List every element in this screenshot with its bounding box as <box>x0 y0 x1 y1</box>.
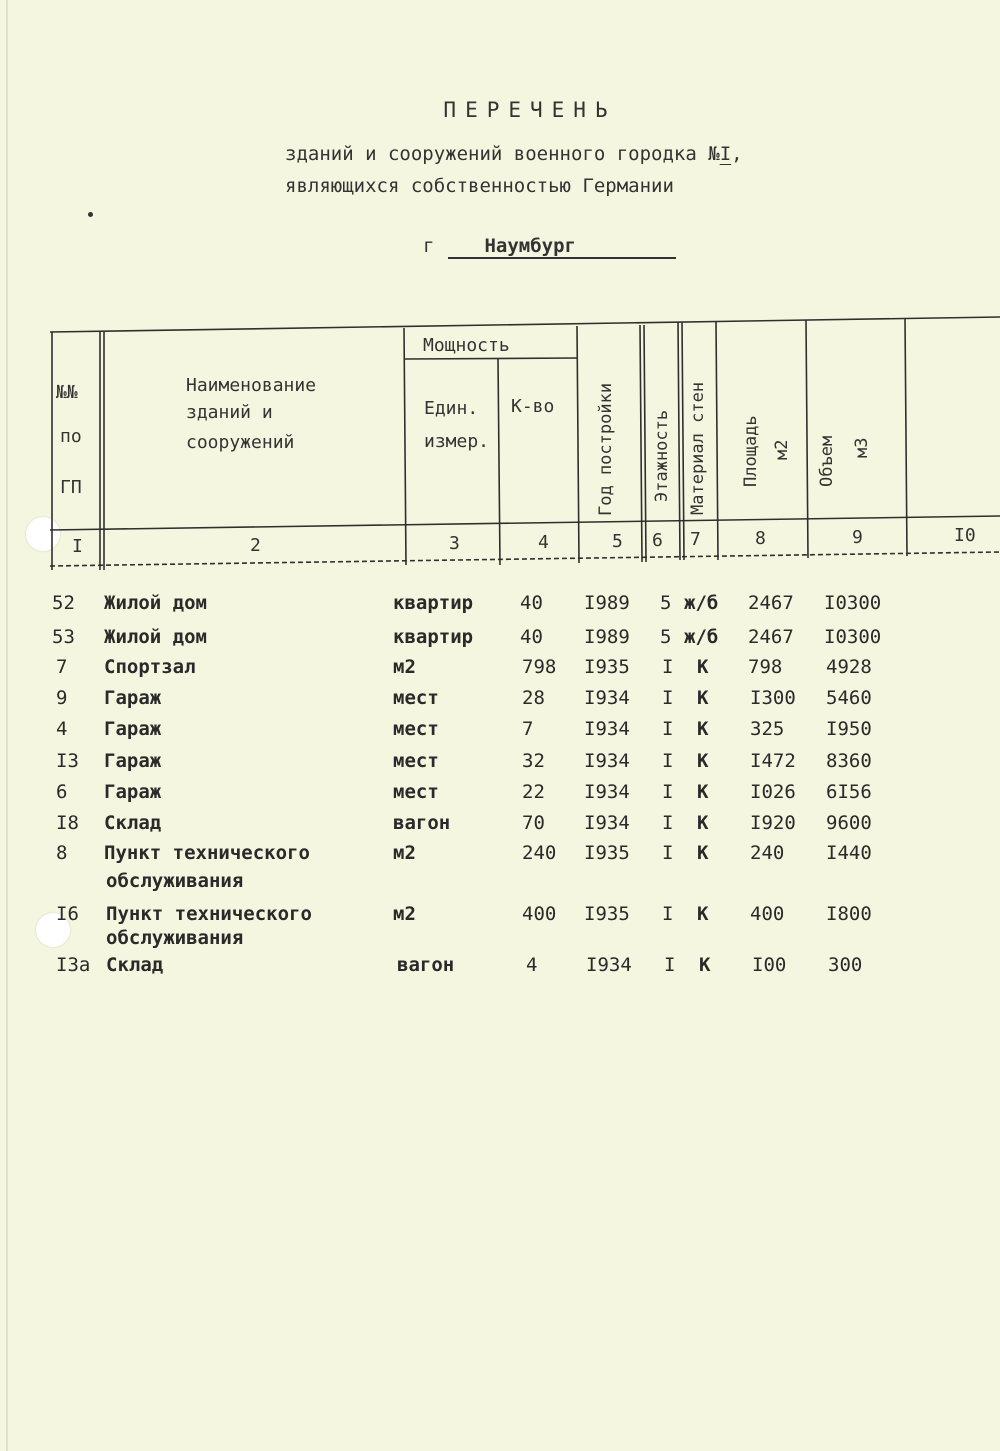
table-row <box>0 781 1000 811</box>
table-row <box>0 687 1000 717</box>
row-material: К <box>697 656 709 678</box>
row-number: I8 <box>56 812 79 834</box>
col8-header-line2: м2 <box>772 439 792 460</box>
row-unit: квартир <box>393 592 474 614</box>
row-qty: 28 <box>522 687 545 709</box>
row-number: I6 <box>56 903 79 925</box>
col-number-5: 5 <box>612 531 623 552</box>
col2-header-line1: Наименование <box>186 375 317 396</box>
row-year: I989 <box>584 592 630 614</box>
row-year: I989 <box>584 626 630 648</box>
row-material: ж/б <box>684 626 719 648</box>
row-number: 7 <box>56 656 68 678</box>
row-unit: мест <box>393 750 439 772</box>
col-number-10: I0 <box>954 525 976 546</box>
capacity-header: Мощность <box>423 335 510 356</box>
row-material: ж/б <box>684 592 719 614</box>
row-volume: I950 <box>826 718 872 740</box>
row-unit: мест <box>393 718 439 740</box>
row-year: I934 <box>586 954 632 976</box>
row-material: К <box>697 842 709 864</box>
row-area: I472 <box>750 750 796 772</box>
row-area: 798 <box>748 656 783 678</box>
city-line <box>423 235 676 259</box>
row-volume: 5460 <box>826 687 872 709</box>
row-floors: I <box>662 750 674 772</box>
col-number-8: 8 <box>755 528 766 549</box>
row-year: I934 <box>584 781 630 803</box>
row-material: К <box>697 750 709 772</box>
row-volume: 300 <box>828 954 863 976</box>
row-year: I935 <box>584 903 630 925</box>
row-material: К <box>699 954 711 976</box>
row-year: I935 <box>584 656 630 678</box>
city-name: Наумбург <box>448 235 676 259</box>
row-volume: 9600 <box>826 812 872 834</box>
table-row <box>0 656 1000 686</box>
col3-header-line1: Един. <box>424 398 479 419</box>
table-row <box>0 842 1000 872</box>
table-row <box>0 718 1000 748</box>
row-number: 4 <box>56 718 68 740</box>
row-number: 9 <box>56 687 68 709</box>
col-number-6: 6 <box>652 530 663 551</box>
table-row <box>0 812 1000 842</box>
row-area: I920 <box>750 812 796 834</box>
row-name: Гараж <box>104 718 162 740</box>
row-unit: вагон <box>393 812 451 834</box>
table-row <box>0 750 1000 780</box>
col-number-1: I <box>72 536 83 557</box>
row-floors: I <box>662 842 674 864</box>
row-qty: 40 <box>520 626 543 648</box>
row-number: 6 <box>56 781 68 803</box>
col-number-7: 7 <box>690 529 701 550</box>
row-area: I300 <box>750 687 796 709</box>
row-material: К <box>697 718 709 740</box>
row-volume: 6I56 <box>826 781 872 803</box>
row-floors: 5 <box>660 626 672 648</box>
col2-header-line2: зданий и <box>186 402 273 423</box>
row-unit: м2 <box>393 656 416 678</box>
col5-header: Год постройки <box>596 382 616 516</box>
col8-header-line1: Площадь <box>741 415 761 487</box>
row-number: I3 <box>56 750 79 772</box>
row-qty: 32 <box>522 750 545 772</box>
row-area: I00 <box>752 954 787 976</box>
col-number-3: 3 <box>449 533 460 554</box>
row-material: К <box>697 812 709 834</box>
row-year: I934 <box>584 812 630 834</box>
row-floors: I <box>662 903 674 925</box>
row-floors: I <box>662 718 674 740</box>
row-qty: 40 <box>520 592 543 614</box>
row-qty: 798 <box>522 656 557 678</box>
row-name: Жилой дом <box>104 592 207 614</box>
row-material: К <box>697 687 709 709</box>
row-qty: 240 <box>522 842 557 864</box>
row-volume: I800 <box>826 903 872 925</box>
town-number: I <box>719 143 732 165</box>
row-name: Жилой дом <box>104 626 207 648</box>
ink-dot <box>88 212 93 217</box>
row-number: I3а <box>56 954 91 976</box>
row-qty: 70 <box>522 812 545 834</box>
subtitle-line-2: являющихся собственностью Германии <box>285 175 674 197</box>
row-volume: I0300 <box>824 592 882 614</box>
row-name-continuation: обслуживания <box>106 927 244 949</box>
row-name: Гараж <box>104 687 162 709</box>
row-unit: м2 <box>393 903 416 925</box>
subtitle-line-1-text: зданий и сооружений военного городка № <box>285 143 720 165</box>
subtitle-line-1-suffix: , <box>731 143 743 165</box>
row-qty: 22 <box>522 781 545 803</box>
row-unit: квартир <box>393 626 474 648</box>
row-unit: мест <box>393 781 439 803</box>
row-name: Пункт технического <box>106 903 312 925</box>
row-year: I934 <box>584 750 630 772</box>
col3-header-line2: измер. <box>424 431 490 452</box>
row-material: К <box>697 903 709 925</box>
row-floors: I <box>662 781 674 803</box>
col1-header-line2: по <box>60 426 82 447</box>
row-number: 8 <box>56 842 68 864</box>
row-qty: 400 <box>522 903 557 925</box>
row-unit: м2 <box>393 842 416 864</box>
row-area: 2467 <box>748 592 794 614</box>
row-volume: 4928 <box>826 656 872 678</box>
row-unit: вагон <box>397 954 455 976</box>
row-year: I935 <box>584 842 630 864</box>
row-area: 2467 <box>748 626 794 648</box>
row-name: Спортзал <box>104 656 196 678</box>
row-unit: мест <box>393 687 439 709</box>
row-number: 53 <box>52 626 75 648</box>
col-number-2: 2 <box>250 535 261 556</box>
row-name: Склад <box>104 812 162 834</box>
row-volume: 8360 <box>826 750 872 772</box>
table-row <box>0 954 1000 984</box>
row-floors: 5 <box>660 592 672 614</box>
row-qty: 7 <box>522 718 534 740</box>
col1-header-line1: №№ <box>56 382 78 403</box>
row-name: Пункт технического <box>104 842 310 864</box>
row-name: Гараж <box>104 781 162 803</box>
row-name: Гараж <box>104 750 162 772</box>
col4-header: К-во <box>511 396 555 417</box>
row-name-continuation: обслуживания <box>106 870 244 892</box>
col7-header: Материал стен <box>688 381 708 515</box>
punch-hole-top <box>26 517 60 551</box>
col6-header: Этажность <box>652 409 672 502</box>
row-volume: I440 <box>826 842 872 864</box>
row-year: I934 <box>584 718 630 740</box>
row-year: I934 <box>584 687 630 709</box>
row-floors: I <box>662 656 674 678</box>
col-number-9: 9 <box>852 527 863 548</box>
row-floors: I <box>664 954 676 976</box>
row-material: К <box>697 781 709 803</box>
col9-header-line2: м3 <box>852 437 872 458</box>
row-name: Склад <box>106 954 164 976</box>
row-area: I026 <box>750 781 796 803</box>
table-row <box>0 592 1000 622</box>
city-prefix: г <box>423 235 435 257</box>
row-qty: 4 <box>526 954 538 976</box>
col-number-4: 4 <box>538 532 549 553</box>
row-number: 52 <box>52 592 75 614</box>
row-floors: I <box>662 687 674 709</box>
row-area: 325 <box>750 718 785 740</box>
row-area: 240 <box>750 842 785 864</box>
table-row <box>0 626 1000 656</box>
document-title: ПЕРЕЧЕНЬ <box>443 98 617 122</box>
row-area: 400 <box>750 903 785 925</box>
col2-header-line3: сооружений <box>186 432 295 453</box>
row-floors: I <box>662 812 674 834</box>
col1-header-line3: ГП <box>60 477 82 498</box>
col9-header-line1: Объем <box>817 435 837 487</box>
row-volume: I0300 <box>824 626 882 648</box>
subtitle-line-1 <box>285 143 743 165</box>
